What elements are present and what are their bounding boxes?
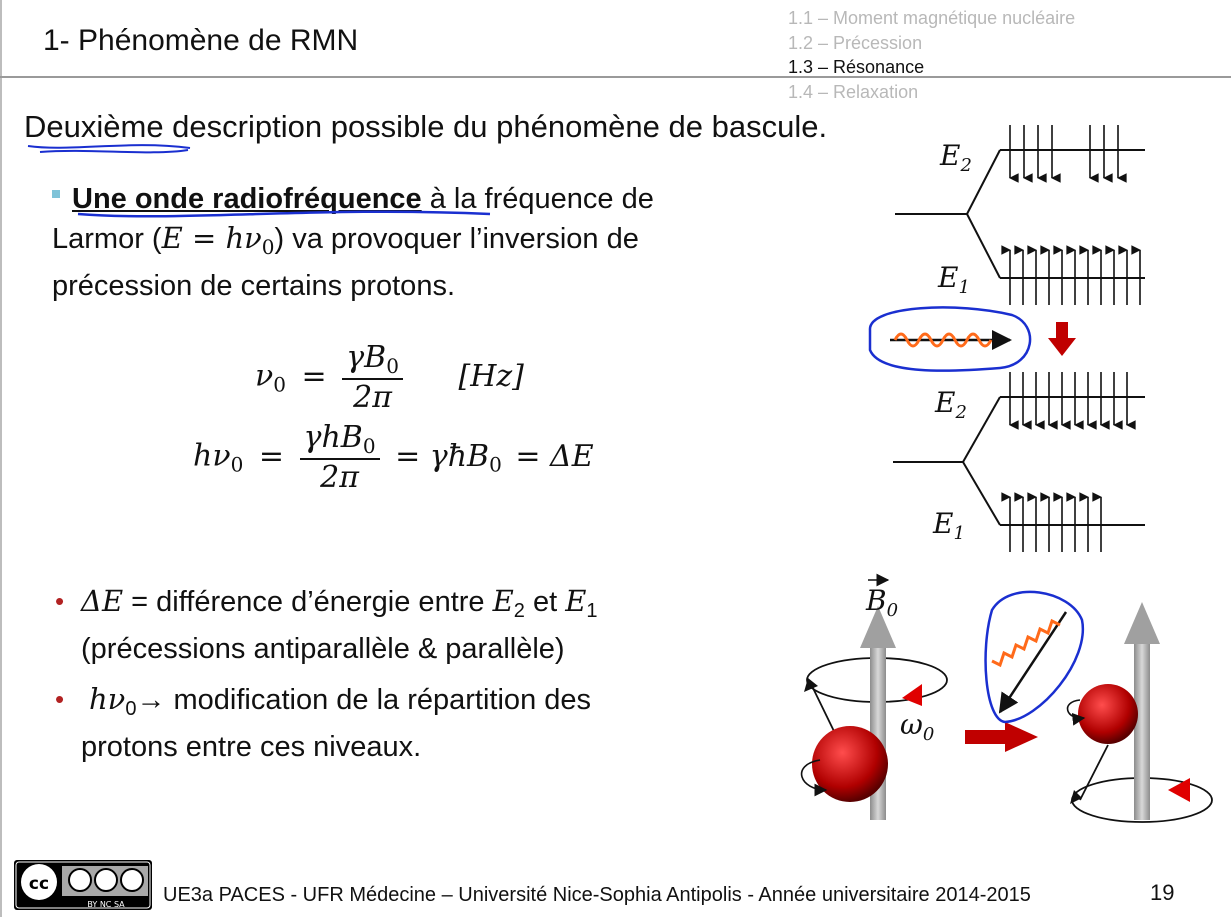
larmor-text: Larmor ( xyxy=(52,223,162,255)
energy-levels-top xyxy=(895,125,1145,305)
bullet-dot-icon: • xyxy=(55,684,65,714)
bullet1-rest: à la fréquence de xyxy=(421,183,654,215)
energy-formula-sub: 0 xyxy=(261,235,275,259)
eq1-den: 2π xyxy=(353,380,392,415)
eq1-lhs-sub: 0 xyxy=(273,372,286,397)
bullet-line-3: précession de certains protons. xyxy=(52,270,455,302)
slide-title: 1- Phénomène de RMN xyxy=(43,24,359,57)
eq1-unit: [Hz] xyxy=(458,358,524,394)
nav-item-1-4[interactable]: 1.4 – Relaxation xyxy=(788,81,919,102)
e1-symbol: E xyxy=(565,584,587,618)
eq2-num: γhB xyxy=(303,420,363,455)
and-text: et xyxy=(524,586,566,618)
svg-text:cc: cc xyxy=(28,874,50,894)
eq2-lhs: hν xyxy=(193,438,231,474)
e2-sub: 2 xyxy=(513,600,525,622)
top-e2-label: $E_2$ xyxy=(940,139,972,176)
energy-levels-bottom xyxy=(893,372,1145,552)
rotation-triangle-icon xyxy=(902,684,922,706)
proton-precession-left xyxy=(802,606,947,820)
right-arrow-icon: → xyxy=(136,684,166,716)
footer-text: UE3a PACES - UFR Médecine – Université Nice-Sophia Antipolis - Année universitaire 2014-2015 xyxy=(163,884,1031,906)
eq1-num-sub: 0 xyxy=(386,354,399,378)
hnu-sub: 0 xyxy=(125,698,137,720)
bottom-e2-label: $E_2$ xyxy=(935,386,967,423)
eq2-rhs: = γħB xyxy=(395,438,490,474)
hnu-symbol: hν xyxy=(89,682,126,716)
proton-precession-right xyxy=(1068,602,1212,822)
delta-e-line2: (précessions antiparallèle & parallèle) xyxy=(81,633,565,665)
intro-text: Deuxième description possible du phénomène de bascule. xyxy=(24,109,828,144)
eq2-num-sub: 0 xyxy=(362,434,376,458)
omega0-label: $\omega_0$ xyxy=(900,708,935,745)
b0-label: $B_0$ xyxy=(866,584,899,621)
eq2-den: 2π xyxy=(320,460,359,495)
bottom-e1-label: $E_1$ xyxy=(933,507,965,544)
transition-arrow-icon xyxy=(965,722,1038,752)
rf-wave-strong: Une onde radiofréquence xyxy=(72,183,422,215)
eq2-rhs-sub: 0 xyxy=(489,452,502,477)
nav-item-1-3[interactable]: 1.3 – Résonance xyxy=(788,57,925,77)
delta-e-symbol: ΔE xyxy=(81,584,124,618)
e2-symbol: E xyxy=(492,584,514,618)
eq1-num: γB xyxy=(346,340,387,375)
nav-item-1-1[interactable]: 1.1 – Moment magnétique nucléaire xyxy=(788,8,1076,28)
hnu-line2: protons entre ces niveaux. xyxy=(81,731,422,763)
e1-sub: 1 xyxy=(586,600,598,622)
energy-formula-main: E = hν xyxy=(161,221,262,255)
ink-underline-intro xyxy=(28,145,190,152)
svg-text:BY NC SA: BY NC SA xyxy=(87,900,125,909)
ink-underline-rf xyxy=(78,212,490,217)
nav-item-1-2[interactable]: 1.2 – Précession xyxy=(788,32,923,53)
eq1-equals: = xyxy=(301,358,327,394)
down-arrow-icon xyxy=(1048,322,1076,356)
hnu-text: modification de la répartition des xyxy=(165,684,592,716)
page-number: 19 xyxy=(1150,880,1175,905)
inversion-text: ) va provoquer l’inversion de xyxy=(274,223,639,255)
top-e1-label: $E_1$ xyxy=(938,261,970,298)
eq2-lhs-sub: 0 xyxy=(230,452,244,477)
eq2-rhs2: = ΔE xyxy=(515,438,594,474)
rf-wave-diagonal xyxy=(986,592,1083,722)
creative-commons-license-logo xyxy=(14,860,152,910)
eq1-lhs: ν xyxy=(255,358,274,394)
delta-e-text: = différence d’énergie entre xyxy=(123,586,493,618)
bullet-dot-icon: • xyxy=(55,586,65,616)
rf-wave-photon xyxy=(870,307,1030,370)
eq2-equals: = xyxy=(258,438,284,474)
